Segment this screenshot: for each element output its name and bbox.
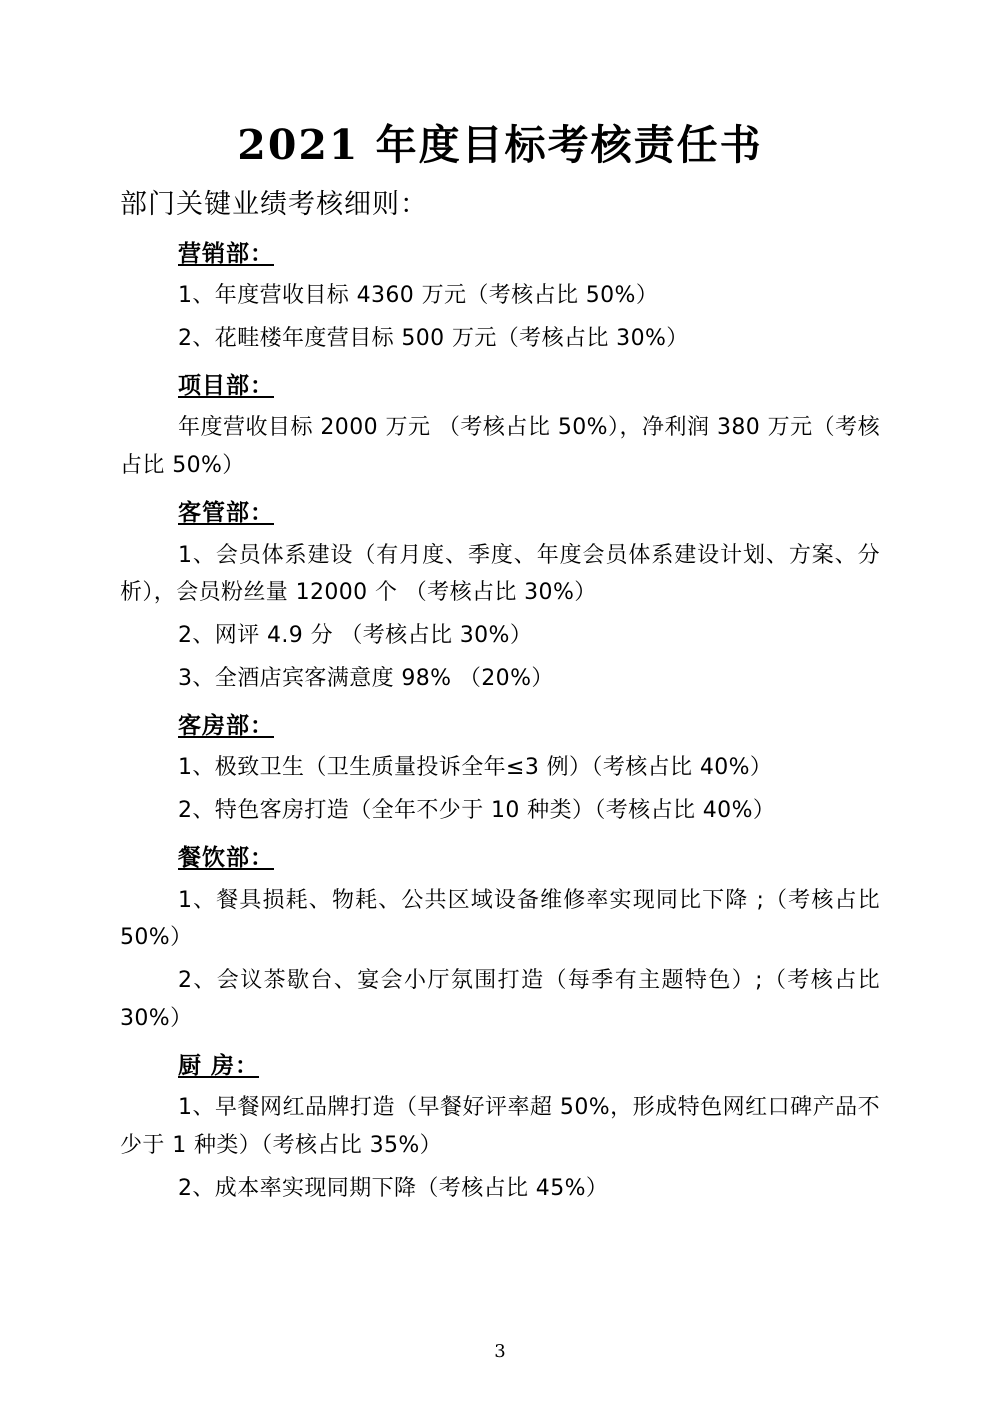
dept-heading-catering-label: 餐饮部： [178,845,274,872]
dept-heading-catering [120,841,880,876]
dept-heading-kitchen [120,1049,880,1084]
dept-kitchen-item-1: 1、早餐网红品牌打造（早餐好评率超 50%，形成特色网红口碑产品不少于 1 种类）（考核占比 35%） [120,1095,880,1159]
dept-heading-guest-management [120,496,880,531]
dept-heading-housekeeping-label: 客房部： [178,712,274,739]
dept-catering-item-2: 2、会议茶歇台、宴会小厅氛围打造（每季有主题特色）;（考核占比 30%） [120,968,880,1032]
dept-guest-management-item-1: 1、会员体系建设（有月度、季度、年度会员体系建设计划、方案、分析），会员粉丝量 12000 个 （考核占比 30%） [120,542,880,606]
dept-housekeeping-item-1: 1、极致卫生（卫生质量投诉全年≤3 例）（考核占比 40%） [178,755,773,781]
dept-marketing-item-1: 1、年度营收目标 4360 万元（考核占比 50%） [178,283,659,309]
dept-project-item-1: 年度营收目标 2000 万元 （考核占比 50%），净利润 380 万元（考核占比 50%） [120,415,880,479]
dept-catering-item-1: 1、餐具损耗、物耗、公共区域设备维修率实现同比下降 ;（考核占比 50%） [120,887,880,951]
dept-heading-kitchen-label: 厨 房： [178,1052,260,1079]
dept-heading-guest-management-label: 客管部： [178,500,274,527]
dept-heading-housekeeping [120,709,880,744]
dept-heading-project-label: 项目部： [178,372,274,399]
dept-marketing-item-2: 2、花畦楼年度营目标 500 万元（考核占比 30%） [178,326,689,352]
page-title: 2021 年度目标考核责任书 [237,121,763,169]
section-lead: 部门关键业绩考核细则： [120,189,428,221]
dept-heading-marketing [120,237,880,272]
dept-heading-marketing-label: 营销部： [178,240,274,267]
dept-heading-project [120,369,880,404]
page-number: 3 [494,1341,506,1362]
dept-kitchen-item-2: 2、成本率实现同期下降（考核占比 45%） [178,1176,609,1201]
dept-housekeeping-item-2: 2、特色客房打造（全年不少于 10 种类）（考核占比 40%） [178,798,776,824]
dept-guest-management-item-2: 2、网评 4.9 分 （考核占比 30%） [178,623,533,649]
dept-guest-management-item-3: 3、全酒店宾客满意度 98% （20%） [178,666,554,692]
